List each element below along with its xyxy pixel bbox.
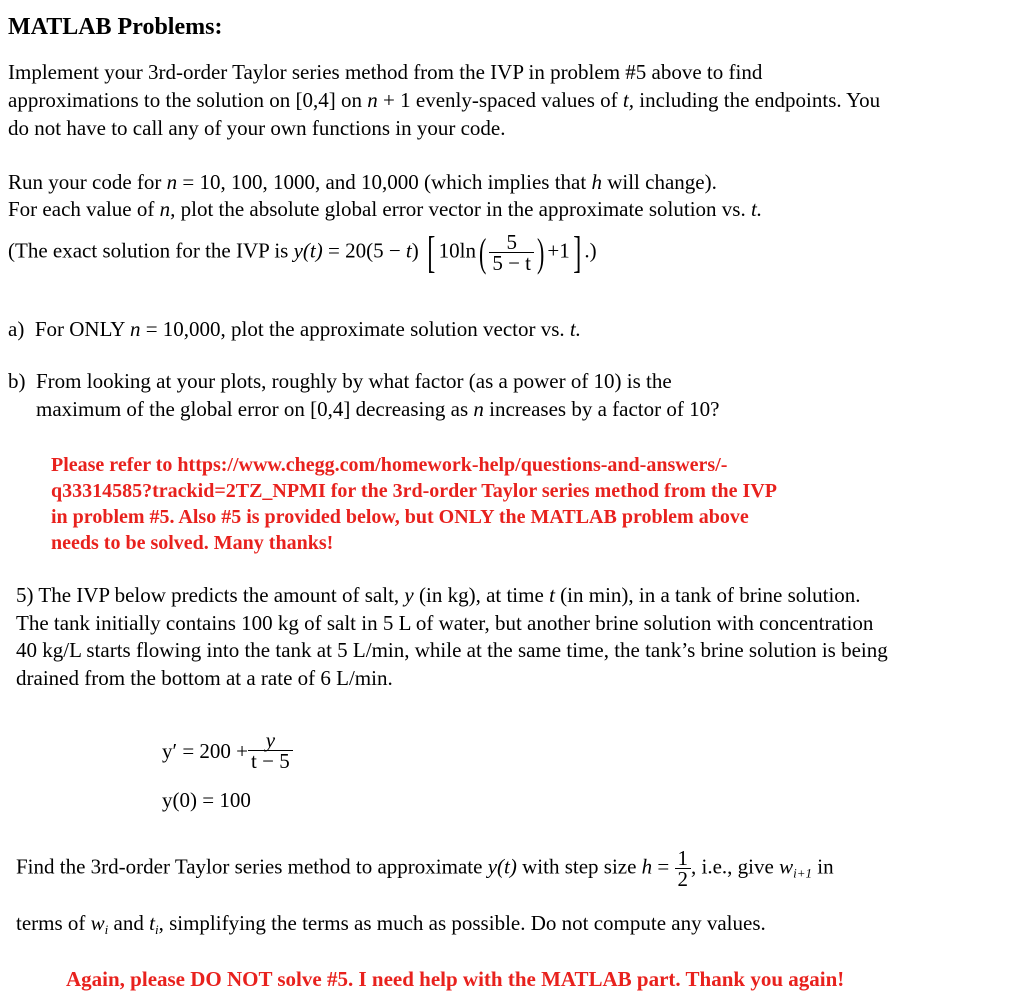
find-line-1: Find the 3rd-order Taylor series method to approximate y(t) with step size h = $\frac{1}{2}$ , i.e., give $w_{i+1}$ in (16, 846, 834, 891)
problem-5-line-3: 40 kg/L starts flowing into the tank at 5 L/min, while at the same time, the tank’s brine solution is being (16, 638, 888, 662)
ivp-fraction: $\frac{y}{t - 5}$ (248, 730, 293, 771)
left-bracket: [ (427, 227, 436, 277)
exact-solution: (The exact solution for the IVP is y(t) = 20(5 − t) [ 10ln( $\frac{5}{5 - t}$ ) +1] .) (8, 227, 597, 277)
run-line-1: Run your code for n = 10, 100, 1000, and 10,000 (which implies that h will change). (8, 170, 717, 194)
find-line-2: terms of $w_i$ and $t_i$, simplifying the terms as much as possible. Do not compute any values. (16, 911, 766, 937)
problem-5-line-2: The tank initially contains 100 kg of salt in 5 L of water, but another brine solution with concentration (16, 611, 874, 635)
section-title: MATLAB Problems: (8, 14, 223, 40)
question-b-line-1: b) From looking at your plots, roughly by what factor (as a power of 10) is the (8, 369, 672, 393)
question-b-line-2: maximum of the global error on [0,4] decreasing as n increases by a factor of 10? (36, 397, 720, 421)
exact-fraction: $\frac{5}{5 - t}$ (489, 232, 534, 273)
note-line-2: q33314585?trackid=2TZ_NPMI for the 3rd-order Taylor series method from the IVP (51, 480, 777, 502)
note-line-1: Please refer to https://www.chegg.com/homework-help/questions-and-answers/- (51, 454, 728, 476)
intro-line-1: Implement your 3rd-order Taylor series method from the IVP in problem #5 above to find (8, 60, 763, 84)
problem-5-line-4: drained from the bottom at a rate of 6 L/min. (16, 666, 393, 690)
ivp-equation: y′ = 200 + $\frac{y}{t - 5}$ (162, 730, 293, 771)
note-line-4: needs to be solved. Many thanks! (51, 532, 334, 554)
problem-5-line-1: 5) The IVP below predicts the amount of salt, y (in kg), at time t (in min), in a tank of brine solution. (16, 583, 861, 607)
right-bracket: ] (573, 227, 582, 277)
intro-line-2: approximations to the solution on [0,4] on n + 1 evenly-spaced values of t, including the endpoints. You (8, 88, 881, 112)
run-line-2: For each value of n, plot the absolute global error vector in the approximate solution vs. t. (8, 197, 763, 221)
ivp-initial-condition: y(0) = 100 (162, 788, 251, 812)
intro-line-3: do not have to call any of your own functions in your code. (8, 116, 506, 140)
note-line-3: in problem #5. Also #5 is provided below, but ONLY the MATLAB problem above (51, 506, 749, 528)
closing-note: Again, please DO NOT solve #5. I need help with the MATLAB part. Thank you again! (66, 967, 845, 991)
step-fraction: $\frac{1}{2}$ (675, 848, 692, 889)
question-a: a) For ONLY n = 10,000, plot the approximate solution vector vs. t. (8, 317, 581, 341)
